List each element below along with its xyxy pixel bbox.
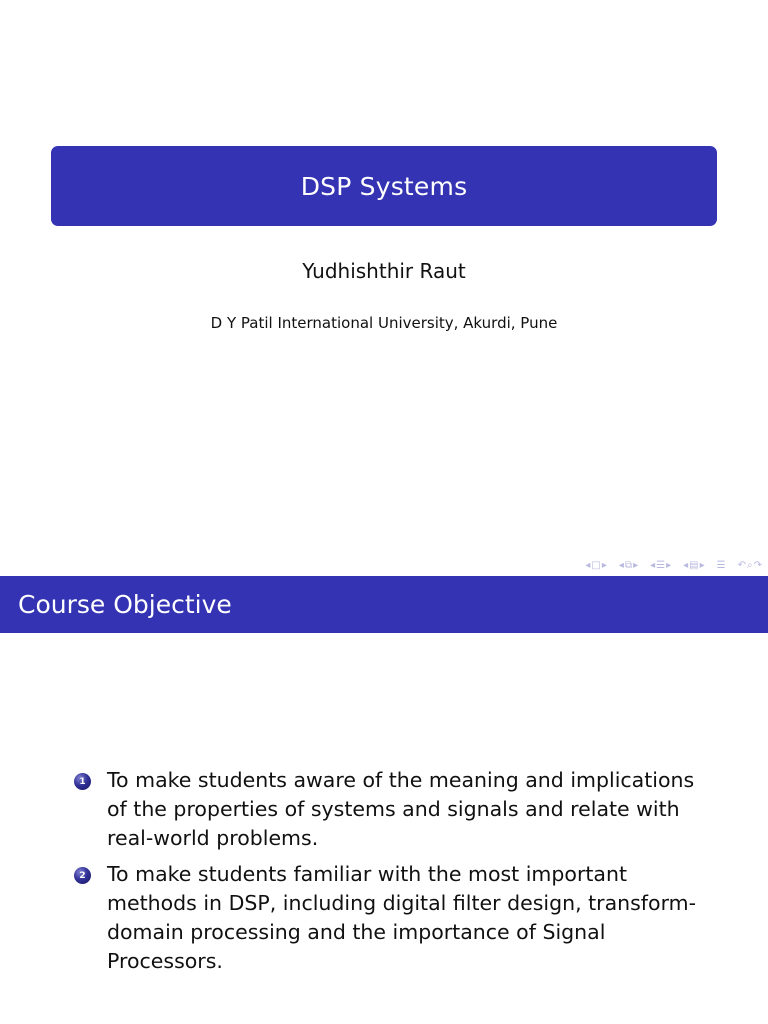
nav-part-icon[interactable]: ▤ <box>689 560 699 571</box>
nav-prev-subsection-icon[interactable]: ◂ <box>618 560 624 571</box>
list-item-text: To make students aware of the meaning and implications of the properties of systems and signals and relate with real-world problems. <box>107 768 695 850</box>
nav-subsection-icon[interactable]: ⧉ <box>624 560 633 571</box>
nav-back-icon[interactable]: ↶ <box>737 560 746 571</box>
nav-next-section-icon[interactable]: ▸ <box>666 560 672 571</box>
objective-list <box>74 766 714 983</box>
list-item <box>74 860 714 976</box>
nav-prev-part-icon[interactable]: ◂ <box>683 560 689 571</box>
title-banner <box>51 146 717 226</box>
list-item-text: To make students familiar with the most important methods in DSP, including digital filter design, transform-domain processing and the importance of Signal Processors. <box>107 862 697 973</box>
institute-name: D Y Patil International University, Akurdi, Pune <box>210 314 558 332</box>
nav-frame-icon[interactable]: □ <box>591 560 601 571</box>
presentation-title: DSP Systems <box>300 171 468 201</box>
list-item <box>74 766 714 853</box>
enumerate-ball-icon: 1 <box>74 773 91 790</box>
nav-forward-icon[interactable]: ↷ <box>753 560 762 571</box>
author-name: Yudhishthir Raut <box>302 259 466 283</box>
nav-part-group <box>683 560 705 572</box>
nav-next-frame-icon[interactable]: ▸ <box>601 560 607 571</box>
frame-title: Course Objective <box>18 590 232 619</box>
nav-search-icon[interactable]: ⌕ <box>747 560 753 571</box>
nav-next-subsection-icon[interactable]: ▸ <box>633 560 639 571</box>
nav-subsection-group <box>619 560 638 572</box>
nav-section-icon[interactable]: ☰ <box>656 560 666 571</box>
course-objective-slide <box>0 576 768 1024</box>
nav-document-group <box>717 560 726 572</box>
beamer-navigation-bar <box>577 560 762 572</box>
nav-search-group <box>738 560 762 572</box>
nav-frame-group <box>585 560 607 572</box>
nav-prev-frame-icon[interactable]: ◂ <box>585 560 591 571</box>
nav-next-part-icon[interactable]: ▸ <box>699 560 705 571</box>
frame-title-bar <box>0 576 768 633</box>
enumerate-ball-icon: 2 <box>74 867 91 884</box>
nav-prev-section-icon[interactable]: ◂ <box>650 560 656 571</box>
nav-section-group <box>650 560 671 572</box>
nav-document-icon[interactable]: ☰ <box>716 560 726 571</box>
